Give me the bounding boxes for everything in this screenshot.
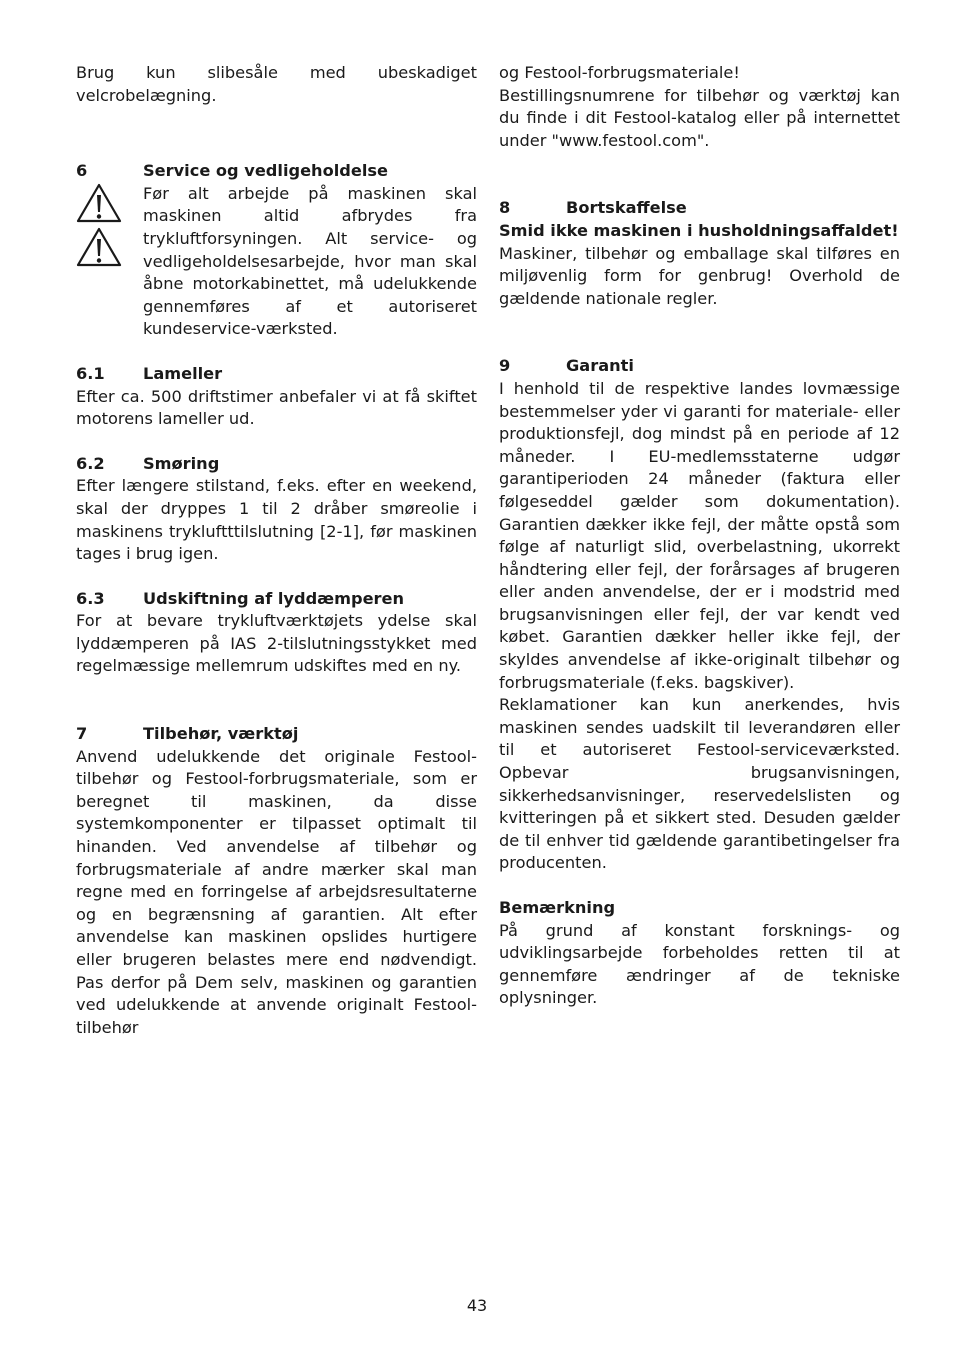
section-title: Udskiftning af lyddæmperen bbox=[143, 588, 405, 608]
section-title: Lameller bbox=[143, 363, 223, 383]
section-title: Smøring bbox=[143, 453, 220, 473]
section-6-text: Før alt arbejde på maskinen skal maskinen altid afbrydes fra trykluftforsyningen. Alt service- og vedligeholdelsesarbejde, hvor man skal åbne motorkabinettet, må udelukkende gennemføres af et autoriseret kundeservice-værksted. bbox=[143, 183, 477, 339]
section-9-text-1: I henhold til de respektive landes lovmæssige bestemmelser yder vi garanti for materiale- eller produktionsfejl, dog mindst på en periode af 12 måneder. I EU-medlemsstaterne udgør garantiperioden 24 måneder (faktura eller følgeseddel gælder som dokumentation). Garantien dækker ikke fejl, der måtte opstå som følge af naturligt slid, overbelastning, ukorrekt håndtering eller fejl, der forårsages af brugeren eller anden anvendelse, der er i modstrid med brugsanvisningen eller fejl, der var kendt ved købet. Garantien dækker heller ikke fejl, der skyldes anvendelse af ikke-originalt tilbehør og forbrugsmateriale (f.eks. bagskiver). bbox=[499, 378, 900, 692]
warning-block bbox=[76, 183, 477, 341]
left-column bbox=[76, 62, 477, 1039]
section-9-heading bbox=[499, 355, 900, 378]
section-6-1-heading bbox=[76, 363, 477, 386]
section-number: 9 bbox=[499, 356, 511, 376]
section-7-text: Anvend udelukkende det originale Festool-tilbehør og Festool-forbrugsmateriale, som er beregnet til maskinen, da disse systemkomponenter er tilpasset optimalt til hinanden. Ved anvendelse af tilbehør og forbrugsmateriale af andre mærker skal man regne med en forringelse af arbejdsresultaterne og en begrænsning af garantien. Alt efter anvendelse kan maskinen opslides hurtigere eller brugeren belastes mere end nødvendigt. Pas derfor på Dem selv, maskinen og garantien ved udelukkende at anvende originalt Festool-tilbehør bbox=[76, 746, 477, 1037]
warning-icon bbox=[76, 183, 122, 223]
intro-text: Brug kun slibesåle med ubeskadiget velcrobelægning. bbox=[76, 63, 477, 105]
section-number: 6.2 bbox=[76, 453, 105, 473]
section-number: 6.1 bbox=[76, 363, 105, 383]
page-number: 43 bbox=[466, 1296, 488, 1315]
section-6-2-text: Efter længere stilstand, f.eks. efter en weekend, skal der dryppes 1 til 2 dråber smøreolie i maskinens trykluftttilslutning [2-1], før maskinen tages i brug igen. bbox=[76, 476, 477, 564]
section-8-text: Maskiner, tilbehør og emballage skal tilføres en miljøvenlig form for genbrug! Overhold de gældende nationale regler. bbox=[499, 243, 900, 308]
section-title: Bortskaffelse bbox=[566, 198, 687, 218]
section-7-heading bbox=[76, 723, 477, 746]
section-7-continued: og Festool-forbrugsmateriale! bbox=[499, 63, 740, 82]
section-6-1-text: Efter ca. 500 driftstimer anbefaler vi at få skiftet motorens lameller ud. bbox=[76, 386, 477, 429]
note-heading: Bemærkning bbox=[499, 898, 616, 917]
section-number: 8 bbox=[499, 198, 511, 218]
section-6-2-heading bbox=[76, 453, 477, 476]
section-number: 7 bbox=[76, 724, 88, 744]
warning-icon bbox=[76, 227, 122, 267]
disposal-warning: Smid ikke maskinen i husholdningsaffaldet! bbox=[499, 220, 899, 240]
section-6-3-heading bbox=[76, 588, 477, 611]
section-number: 6 bbox=[76, 161, 88, 181]
section-6-heading bbox=[76, 160, 477, 183]
warning-icons bbox=[76, 183, 143, 341]
section-number: 6.3 bbox=[76, 588, 105, 608]
section-7-order-numbers: Bestillingsnumrene for tilbehør og værktøj kan du finde i dit Festool-katalog eller på internettet under "www.festool.com". bbox=[499, 85, 900, 150]
section-title: Tilbehør, værktøj bbox=[143, 724, 299, 744]
section-6-3-text: For at bevare trykluftværktøjets ydelse skal lyddæmperen på IAS 2-tilslutningsstykket med regelmæssige mellemrum udskiftes med en ny. bbox=[76, 611, 477, 676]
section-8-heading bbox=[499, 197, 900, 220]
section-title: Garanti bbox=[566, 356, 634, 376]
note-text: På grund af konstant forsknings- og udviklingsarbejde forbeholdes retten til at gennemføre ændringer af de tekniske oplysninger. bbox=[499, 920, 900, 1008]
right-column bbox=[499, 62, 900, 1010]
section-9-text-2: Reklamationer kan kun anerkendes, hvis maskinen sendes uadskilt til leverandøren eller til et autoriseret Festool-serviceværksted. Opbevar brugsanvisningen, sikkerhedsanvisninger, reservedelslisten og kvitteringen på et sikkert sted. Desuden gælder de til enhver tid gældende garantibetingelser fra producenten. bbox=[499, 695, 900, 873]
section-title: Service og vedligeholdelse bbox=[143, 161, 388, 181]
